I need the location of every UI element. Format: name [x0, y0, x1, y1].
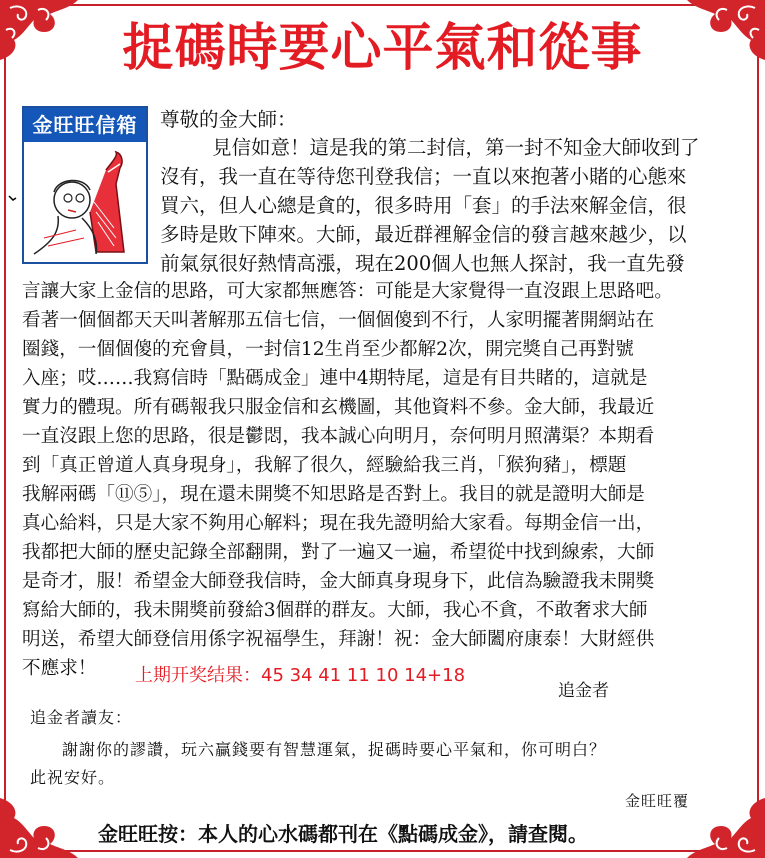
letter-line: 我解兩碼「⑪⑤」，現在還未開獎不知思路是否對上。我目的就是證明大師是 — [22, 484, 645, 505]
reply-closing: 此祝安好。 — [30, 768, 116, 787]
reply-body — [30, 736, 750, 792]
cloud-ornament-bottom-left — [0, 798, 78, 858]
letter-line: 買六，但人心總是貪的，很多時用「套」的手法來解金信，很 — [160, 194, 687, 217]
letter-line: 寫給大師的，我未開獎前發給3個群的群友。大師，我心不貪，不敢奢求大師 — [22, 600, 648, 621]
letter-signature: 追金者 — [558, 681, 609, 701]
letter-line: 前氣氛很好熱情高漲，現在200個人也無人探討，我一直先發 — [160, 252, 685, 275]
letter-line: 我都把大師的歷史記錄全部翻開，對了一遍又一遍，希望從中找到線索，大師 — [22, 542, 655, 563]
letter-line: 沒有，我一直在等待您刊登我信；一直以來抱著小賭的心態來 — [160, 165, 687, 188]
letter-salutation: 尊敬的金大師： — [160, 108, 297, 131]
letter-line: 見信如意！這是我的第二封信，第一封不知金大師收到了 — [212, 136, 700, 159]
letter-line: 入座；哎……我寫信時「點碼成金」連中4期特尾，這是有目共睹的，這就是 — [22, 368, 648, 389]
letter-line: 圈錢，一個個傻的充會員，一封信12生肖至少都解2次，開完獎自己再對號 — [22, 339, 634, 360]
column-label: 金旺旺信箱 — [24, 108, 146, 142]
letter-line: 不應求！ — [22, 658, 97, 679]
column-badge — [22, 106, 148, 264]
letter-line: 看著一個個都天天叫著解那五信七信，一個個傻到不行，人家明擺著開網站在 — [22, 310, 655, 331]
letter-line: 到「真正曾道人真身現身」，我解了很久，經驗給我三肖，「猴狗豬」，標題 — [22, 455, 627, 476]
reply-text: 謝謝你的謬讚，玩六贏錢要有智慧運氣，捉碼時要心平氣和，你可明白？ — [62, 740, 607, 759]
letter-line: 實力的體現。所有碼報我只服金信和玄機圖，其他資料不參。金大師，我最近 — [22, 397, 655, 418]
cloud-ornament-bottom-right — [687, 798, 765, 858]
headline: 捉碼時要心平氣和從事 — [122, 19, 643, 78]
letter-line: 真心給料，只是大家不夠用心解料；現在我先證明給大家看。每期金信一出， — [22, 513, 655, 534]
previous-draw-result: 上期开奖结果：45 34 41 11 10 14+18 — [135, 665, 466, 686]
letter-line: 多時是敗下陣來。大師，最近群裡解金信的發言越來越少，以 — [160, 223, 687, 246]
footer-note: 金旺旺按：本人的心水碼都刊在《點碼成金》，請查閱。 — [98, 822, 588, 846]
reply-recipient: 追金者讀友： — [30, 708, 133, 727]
writer-illustration — [24, 142, 146, 262]
letter-line: 一直沒跟上您的思路，很是鬱悶，我本誠心向明月，奈何明月照溝渠？本期看 — [22, 426, 655, 447]
letter-line: 言讓大家上金信的思路，可大家都無應答：可能是大家覺得一直沒跟上思路吧。 — [22, 281, 673, 302]
mark-icon — [8, 194, 18, 204]
letter-line: 明送，希望大師登信用係字祝福學生，拜謝！祝：金大師闔府康泰！大財經供 — [22, 629, 655, 650]
letter-line: 是奇才，服！希望金大師登我信時，金大師真身現身下，此信為驗證我未開獎 — [22, 571, 655, 592]
reply-signature: 金旺旺覆 — [625, 792, 690, 810]
